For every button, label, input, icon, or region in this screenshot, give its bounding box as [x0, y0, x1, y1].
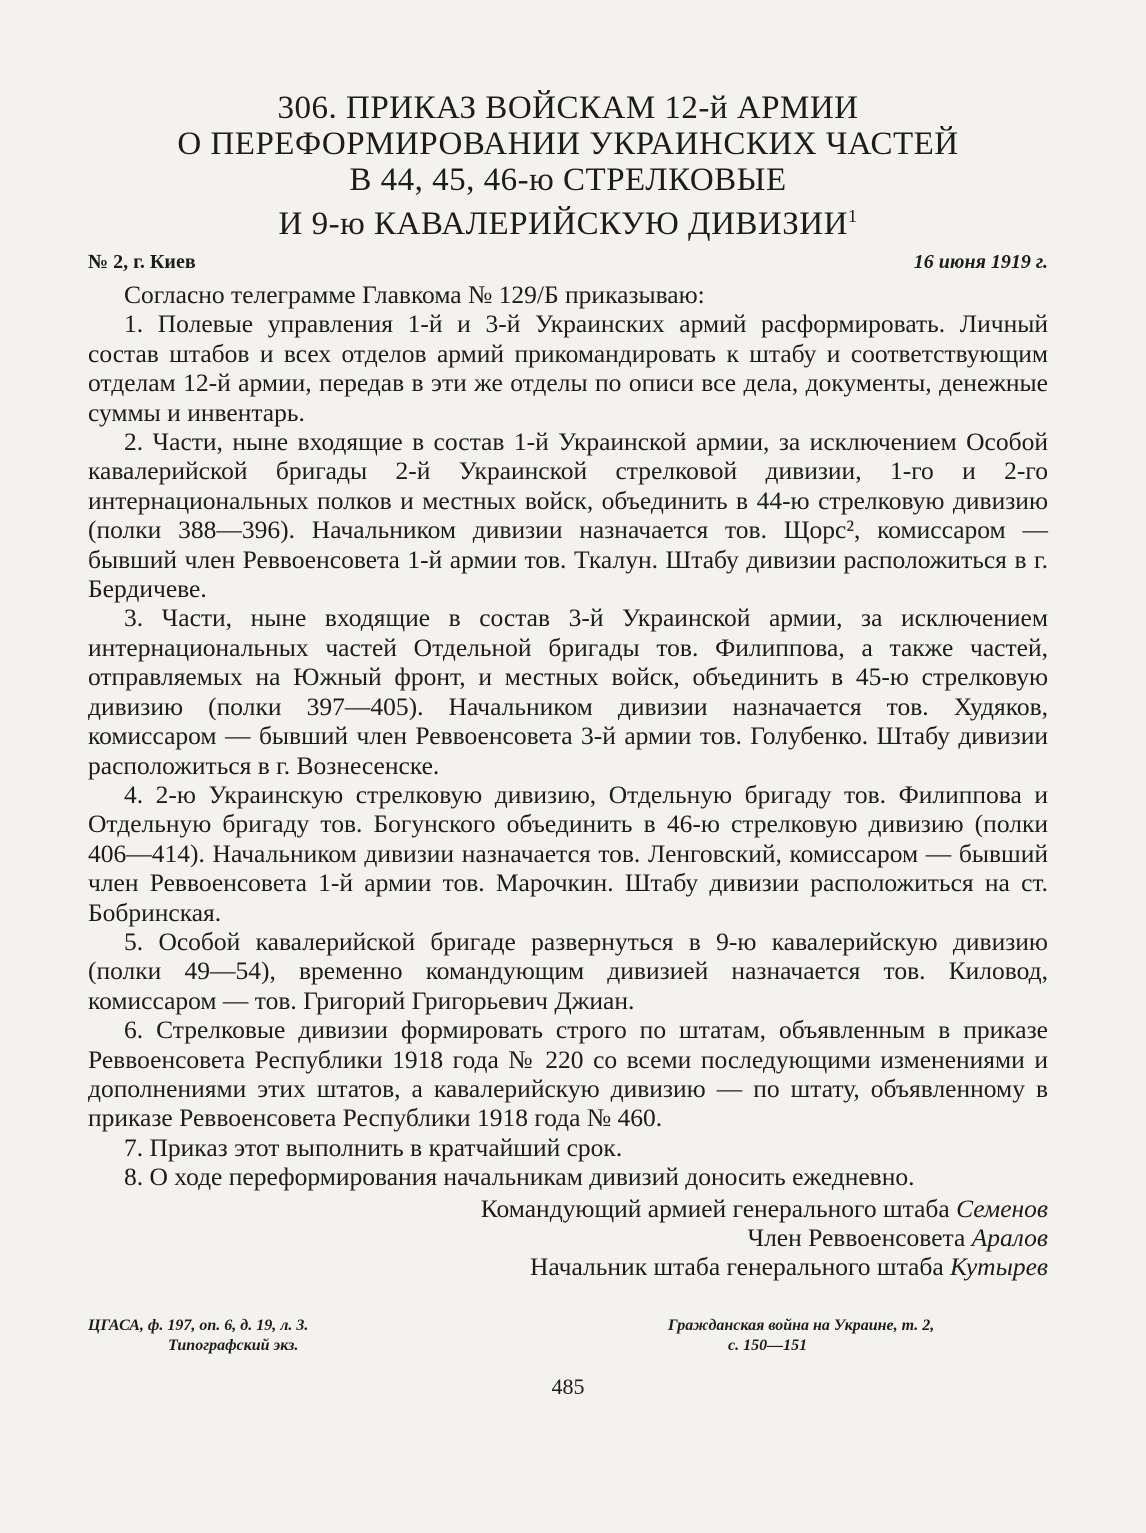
order-item-4: 4. 2-ю Украинскую стрелковую дивизию, Отдельную бригаду тов. Филиппова и Отдельную бригаду тов. Богунского объединить в 46-ю стрелковую дивизию (полки 406—414). Начальником дивизии назначается тов. Ленговский, комиссаром — бывший член Реввоенсовета 1-й армии тов. Марочкин. Штабу дивизии расположиться на ст. Бобринская.: [88, 779, 1048, 927]
order-item-7: 7. Приказ этот выполнить в кратчайший срок.: [124, 1132, 623, 1162]
document-meta: [88, 248, 1048, 276]
order-item-6: 6. Стрелковые дивизии формировать строго по штатам, объявленным в приказе Реввоенсовета Республики 1918 года № 220 со всеми последующими изменениями и дополнениями этих штатов, а кавалерийскую дивизию — по штату, объявленному в приказе Реввоенсовета Республики 1918 года № 460.: [88, 1015, 1048, 1133]
order-intro: Согласно телеграмме Главкома № 129/Б приказываю:: [124, 280, 705, 309]
signature-role: Начальник штаба генерального штаба: [529, 1252, 944, 1282]
source-references: [88, 1316, 1048, 1356]
signature-role: Командующий армией генерального штаба: [480, 1193, 950, 1223]
title-line-4: [88, 198, 1048, 242]
order-body: [88, 280, 1048, 1192]
document-page: [88, 90, 1048, 1400]
signature-role: Член Реввоенсовета: [747, 1223, 966, 1252]
page-number: 485: [551, 1373, 585, 1399]
signature-name: Аралов: [971, 1223, 1048, 1252]
title-line-1: 306. ПРИКАЗ ВОЙСКАМ 12-й АРМИИ: [277, 90, 859, 126]
title-line-4-text: И 9-ю КАВАЛЕРИЙСКУЮ ДИВИЗИИ: [278, 206, 848, 242]
order-number-place: № 2, г. Киев: [88, 251, 196, 273]
order-date: 16 июня 1919 г.: [913, 251, 1048, 273]
signatures-block: [88, 1194, 1048, 1282]
order-item-1: 1. Полевые управления 1-й и 3-й Украинских армий расформировать. Личный состав штабов и всех отделов армий прикомандировать к штабу и соответствующим отделам 12-й армии, передав в эти же отделы по описи все дела, документы, денежные суммы и инвентарь.: [88, 309, 1048, 427]
signature-name: Кутырев: [950, 1252, 1048, 1282]
document-title: [88, 90, 1048, 242]
title-line-3: В 44, 45, 46-ю СТРЕЛКОВЫЕ: [349, 162, 787, 198]
order-item-5: 5. Особой кавалерийской бригаде развернуться в 9-ю кавалерийскую дивизию (полки 49—54), временно командующим дивизией назначается тов. Киловод, комиссаром — тов. Григорий Григорьевич Джиан.: [88, 926, 1048, 1015]
order-item-3: 3. Части, ныне входящие в состав 3-й Украинской армии, за исключением интернациональных частей Отдельной бригады тов. Филиппова, а также частей, отправляемых на Южный фронт, и местных войск, объединить в 45-ю стрелковую дивизию (полки 397—405). Начальником дивизии назначается тов. Худяков, комиссаром — бывший член Реввоенсовета 3-й армии тов. Голубенко. Штабу дивизии расположиться в г. Вознесенске.: [88, 603, 1048, 780]
order-item-8: 8. О ходе переформирования начальникам дивизий доносить ежедневно.: [124, 1162, 915, 1192]
signature-chief-of-staff: [88, 1252, 1048, 1281]
publication-line-2: с. 150—151: [728, 1336, 808, 1354]
signature-name: Семенов: [956, 1193, 1048, 1223]
archive-line-1: ЦГАСА, ф. 197, оп. 6, д. 19, л. 3.: [88, 1316, 309, 1334]
publication-line-1: Гражданская война на Украине, т. 2,: [668, 1316, 935, 1334]
order-item-2: 2. Части, ныне входящие в состав 1-й Украинской армии, за исключением Особой кавалерийской бригады 2-й Украинской стрелковой дивизии, 1-го и 2-го интернациональных полков и местных войск, объединить в 44-ю стрелковую дивизию (полки 388—396). Начальником дивизии назначается тов. Щорс², комиссаром — бывший член Реввоенсовета 1-й армии тов. Ткалун. Штабу дивизии расположиться в г. Бердичеве.: [88, 427, 1048, 604]
signature-commander: [88, 1194, 1048, 1223]
publication-reference: [668, 1316, 1048, 1356]
title-line-2: О ПЕРЕФОРМИРОВАНИИ УКРАИНСКИХ ЧАСТЕЙ: [177, 126, 959, 162]
signature-rvs-member: [88, 1223, 1048, 1252]
archive-line-2: Типографский экз.: [168, 1336, 299, 1354]
archive-reference: [88, 1316, 448, 1356]
title-footnote-mark: 1: [847, 206, 858, 226]
